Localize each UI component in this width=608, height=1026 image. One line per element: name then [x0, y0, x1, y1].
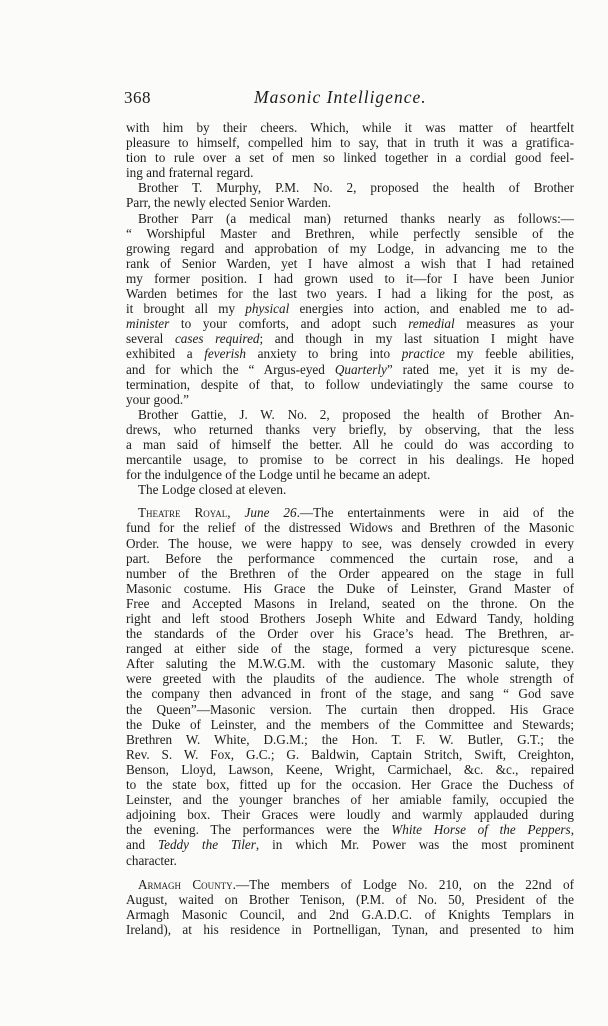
text-line: for the indulgence of the Lodge until he became an adept. [126, 467, 431, 483]
text-line: Rev. S. W. Fox, G.C.; G. Baldwin, Captain Stritch, Swift, Creighton, [126, 746, 574, 762]
text-line: August, waited on Brother Tenison, (P.M. of No. 50, President of the [126, 891, 574, 907]
text-line: adjoining box. Their Graces were loudly and warmly applauded during [126, 807, 574, 823]
text-line: and for which the “ Argus-eyed Quarterly” rated me, yet it is my de- [126, 361, 574, 377]
text-line: the Duke of Leinster, and the members of the Committee and Stewards; [126, 716, 574, 732]
text-line: minister to your comforts, and adopt such remedial measures as your [126, 316, 574, 332]
text-line: Armagh Masonic Council, and 2nd G.A.D.C. of Knights Templars in [126, 906, 574, 922]
text-line: growing regard and approbation of my Lodge, in advancing me to the [126, 240, 574, 256]
page-number: 368 [124, 88, 151, 107]
text-line: After saluting the M.W.G.M. with the customary Masonic salute, they [126, 656, 574, 672]
text-line: tion to rule over a set of men so linked together in a cordial good feel- [126, 150, 574, 166]
text-line: and Teddy the Tiler, in which Mr. Power was the most prominent [126, 837, 575, 853]
text-line: to the state box, fitted up for the occasion. Her Grace the Duchess of [126, 777, 574, 793]
text-line: ranged at either side of the stage, formed a very picturesque scene. [126, 641, 574, 657]
text-line: the evening. The performances were the White Horse of the Peppers, [126, 822, 574, 838]
text-line: Theatre Royal, June 26.—The entertainments were in aid of the [138, 505, 574, 521]
text-line: right and left stood Brothers Joseph White and Edward Tandy, holding [126, 611, 574, 626]
text-line: Armagh County.—The members of Lodge No. 210, on the 22nd of [138, 876, 574, 892]
running-title: Masonic Intelligence. [254, 87, 427, 107]
article-body [126, 120, 574, 937]
text-line: part. Before the performance commenced the curtain rose, and a [126, 550, 574, 566]
text-line: the Queen”—Masonic version. The curtain then dropped. His Grace [126, 701, 574, 717]
text-line: Benson, Lloyd, Lawson, Keene, Wright, Carmichael, &c. &c., repaired [126, 761, 574, 777]
text-line: a man said of himself the better. All he could do was according to [126, 436, 574, 452]
text-line: exhibited a feverish anxiety to bring into practice my feeble abilities, [126, 346, 574, 362]
text-line: termination, despite of that, to follow undeviatingly the same course to [126, 376, 574, 392]
text-line: The Lodge closed at eleven. [138, 482, 287, 498]
text-line: the company then advanced in front of the stage, and sang “ God save [126, 686, 574, 702]
text-line: Brother T. Murphy, P.M. No. 2, proposed the health of Brother [138, 180, 574, 196]
text-line: with him by their cheers. Which, while it was matter of heartfelt [126, 120, 574, 135]
text-line: Brother Parr (a medical man) returned thanks nearly as follows:— [138, 210, 574, 226]
page-header [124, 88, 476, 112]
text-line: several cases required; and though in my last situation I might have [126, 331, 575, 347]
text-line: ing and fraternal regard. [126, 165, 254, 181]
text-line: were greeted with the plaudits of the audience. The whole strength of [126, 671, 574, 687]
text-line: rank of Senior Warden, yet I have almost a wish that I had retained [126, 255, 574, 271]
text-line: it brought all my physical energies into action, and enabled me to ad- [126, 301, 574, 317]
text-line: Ireland), at his residence in Portnelligan, Tynan, and presented to him [126, 921, 574, 937]
text-line: Masonic costume. His Grace the Duke of Leinster, Grand Master of [126, 580, 574, 596]
text-line: my former position. I had grown used to it—for I have been Junior [126, 270, 574, 286]
text-line: fund for the relief of the distressed Widows and Brethren of the Masonic [126, 520, 574, 536]
text-line: Parr, the newly elected Senior Warden. [126, 195, 332, 211]
text-line: Free and Accepted Masons in Ireland, seated on the throne. On the [126, 595, 574, 611]
text-line: your good.” [126, 391, 189, 407]
text-line: pleasure to himself, compelled him to say, that in truth it was a gratifica- [126, 135, 574, 151]
text-line: Leinster, and the younger branches of her amiable family, occupied the [126, 792, 574, 808]
text-line: number of the Brethren of the Order appeared on the stage in full [126, 565, 574, 581]
text-line: character. [126, 852, 177, 868]
text-line: Brethren W. White, D.G.M.; the Hon. T. F. W. Butler, G.T.; the [126, 731, 574, 747]
text-line: the standards of the Order over his Grace’s head. The Brethren, ar- [126, 626, 574, 642]
text-line: Order. The house, we were happy to see, was densely crowded in every [126, 535, 574, 551]
text-line: Brother Gattie, J. W. No. 2, proposed the health of Brother An- [138, 406, 574, 422]
text-line: drews, who returned thanks very briefly, by observing, that the less [126, 421, 574, 437]
text-line: mercantile usage, to promise to be correct in his dealings. He hoped [126, 452, 574, 468]
text-line: Warden betimes for the last two years. I had a liking for the post, as [126, 286, 574, 302]
text-line: “ Worshipful Master and Brethren, while perfectly sensible of the [126, 225, 574, 241]
